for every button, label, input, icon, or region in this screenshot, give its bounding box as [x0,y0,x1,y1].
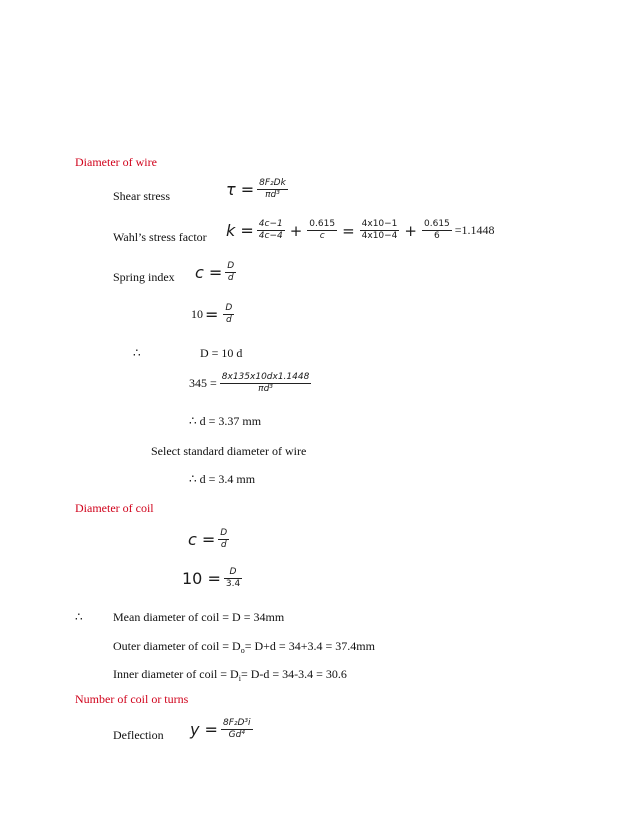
index-numerator: D [227,261,235,271]
coil-index-denominator: d [220,540,227,550]
wahl-fraction-2 [307,219,337,242]
outer-diameter-value: = D+d = 34+3.4 = 37.4mm [244,639,375,653]
shear-denominator: πd³ [265,190,280,200]
plus-sign: + [404,221,417,240]
coil-ten-fraction [224,567,242,590]
wahl-f2-denominator: c [319,231,325,241]
c-symbol: c = [188,530,216,549]
index-fraction [225,261,236,284]
coil-index-numerator: D [220,528,228,538]
wahl-fraction-1 [257,219,285,242]
eq345-lhs: 345 = [189,376,217,390]
d-result: ∴ d = 3.37 mm [189,414,262,428]
wahl-factor-formula [226,219,495,242]
outer-diameter [113,639,375,655]
ten-numerator: D [225,303,233,313]
eq345-denominator: πd³ [258,384,273,394]
wahl-f1-numerator: 4c−1 [258,219,283,229]
deflection-numerator: 8F₂D³i [222,718,251,728]
c-symbol: c = [195,263,223,282]
outer-subscript: o [240,646,245,655]
wahl-result: =1.1448 [454,223,495,237]
therefore-symbol: ∴ [75,610,83,624]
inner-diameter-value: = D-d = 34-3.4 = 30.6 [240,667,347,681]
equals-sign: = [342,221,355,240]
wahl-factor-label: Wahl’s stress factor [113,230,207,244]
shear-stress-formula [226,178,291,201]
select-standard-text: Select standard diameter of wire [151,444,307,458]
ten-denominator: d [226,315,232,325]
coil-ten-numerator: D [229,567,237,577]
eq345-numerator: 8x135x10dx1.1448 [221,372,310,382]
index-denominator: d [227,273,234,283]
coil-ten-lhs: 10 = [182,569,221,588]
plus-sign: + [289,221,303,240]
y-symbol: y = [190,720,218,739]
coil-index-fraction [218,528,229,551]
shear-fraction [257,178,288,201]
k-symbol: k = [226,221,254,240]
section-heading-coil: Diameter of coil [75,501,154,515]
ten-fraction [223,303,234,326]
coil-ten-denominator: 3.4 [225,579,241,589]
wahl-f3-numerator: 4x10−1 [361,219,398,229]
spring-index-formula [195,261,239,284]
section-heading-turns: Number of coil or turns [75,692,189,706]
wahl-fraction-4 [422,219,452,242]
spring-index-label: Spring index [113,270,175,284]
d-relation: D = 10 d [200,346,243,360]
wahl-f4-numerator: 0.615 [424,219,450,229]
deflection-denominator: Gd⁴ [228,730,245,740]
deflection-label: Deflection [113,728,164,742]
coil-index-formula [188,528,232,551]
therefore-symbol: ∴ [133,346,141,360]
eq345-fraction [220,372,312,395]
shear-numerator: 8F₂Dk [259,178,286,188]
deflection-formula [190,718,256,741]
wahl-f4-denominator: 6 [434,231,440,241]
wahl-f1-denominator: 4c−4 [258,231,283,241]
d-standard: ∴ d = 3.4 mm [189,472,256,486]
tau-symbol: τ = [226,180,255,199]
deflection-fraction [221,718,253,741]
mean-diameter: Mean diameter of coil = D = 34mm [113,610,285,624]
inner-subscript: i [238,674,241,683]
ten-value: 10 [191,307,203,321]
wahl-f2-numerator: 0.615 [309,219,336,229]
section-heading-wire: Diameter of wire [75,155,157,169]
eq345-formula [189,372,314,395]
wahl-f3-denominator: 4x10−4 [361,231,398,241]
coil-ten-formula [182,567,245,590]
wahl-fraction-3 [360,219,400,242]
inner-diameter-label: Inner diameter of coil = D [113,667,239,681]
inner-diameter [113,667,347,683]
ten-equals-formula [191,303,237,326]
equals-sign: = [205,305,219,324]
outer-diameter-label: Outer diameter of coil = D [113,639,241,653]
shear-stress-label: Shear stress [113,189,170,203]
